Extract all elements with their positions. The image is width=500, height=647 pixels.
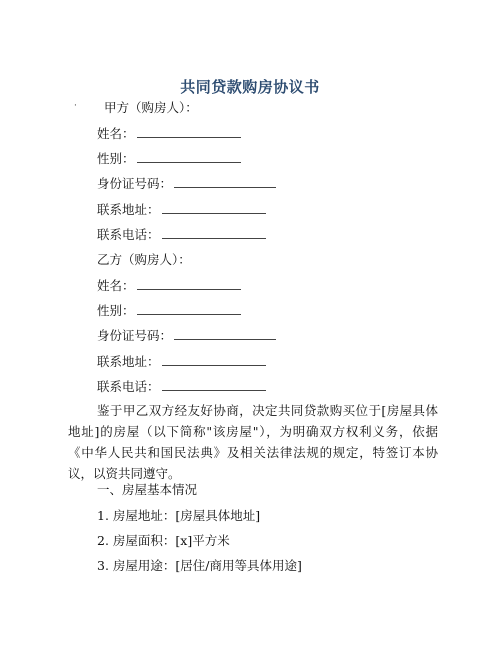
party-a-address-label: 联系地址：: [97, 202, 160, 217]
party-a-address-row: [97, 202, 266, 218]
party-b-id-row: [97, 328, 276, 344]
party-b-name-blank: [137, 278, 241, 290]
party-a-gender-label: 性别：: [97, 151, 135, 166]
party-a-phone-row: [97, 227, 266, 243]
party-b-phone-row: [97, 379, 266, 395]
party-a-name-row: [97, 126, 241, 142]
section1-item-usage: 3. 房屋用途：[居住/商用等具体用途]: [97, 558, 302, 573]
section1-item-area: 2. 房屋面积：[x]平方米: [97, 533, 230, 548]
party-a-gender-row: [97, 151, 241, 167]
section1-heading: 一、房屋基本情况: [97, 482, 198, 497]
section1-item-address: 1. 房屋地址：[房屋具体地址]: [97, 508, 261, 523]
party-a-address-blank: [162, 202, 266, 214]
party-b-gender-blank: [137, 303, 241, 315]
party-b-id-blank: [174, 328, 276, 340]
party-b-address-label: 联系地址：: [97, 354, 160, 369]
document-title: 共同贷款购房协议书: [180, 78, 320, 96]
party-b-gender-label: 性别：: [97, 303, 135, 318]
party-b-gender-row: [97, 303, 241, 319]
party-a-heading: 甲方（购房人）：: [104, 100, 198, 115]
party-b-name-row: [97, 278, 241, 294]
party-b-phone-label: 联系电话：: [97, 379, 160, 394]
party-b-name-label: 姓名：: [97, 278, 135, 293]
party-b-phone-blank: [162, 379, 266, 391]
party-a-name-label: 姓名：: [97, 126, 135, 141]
preamble-paragraph: 鉴于甲乙双方经友好协商，决定共同贷款购买位于[房屋具体地址]的房屋（以下简称"该房屋"），为明确双方权利义务，依据《中华人民共和国民法典》及相关法律法规的规定，特签订本协议，以资共同遵守。: [68, 403, 438, 481]
party-a-name-blank: [137, 126, 241, 138]
party-a-phone-blank: [162, 227, 266, 239]
party-a-id-row: [97, 176, 276, 192]
bullet-marker: ·: [74, 101, 77, 111]
party-a-id-label: 身份证号码：: [97, 176, 173, 191]
party-b-address-row: [97, 354, 266, 370]
party-a-gender-blank: [137, 151, 241, 163]
party-b-id-label: 身份证号码：: [97, 328, 173, 343]
party-a-phone-label: 联系电话：: [97, 227, 160, 242]
party-a-id-blank: [174, 176, 276, 188]
party-b-heading: 乙方（购房人）：: [97, 252, 191, 267]
party-b-address-blank: [162, 354, 266, 366]
